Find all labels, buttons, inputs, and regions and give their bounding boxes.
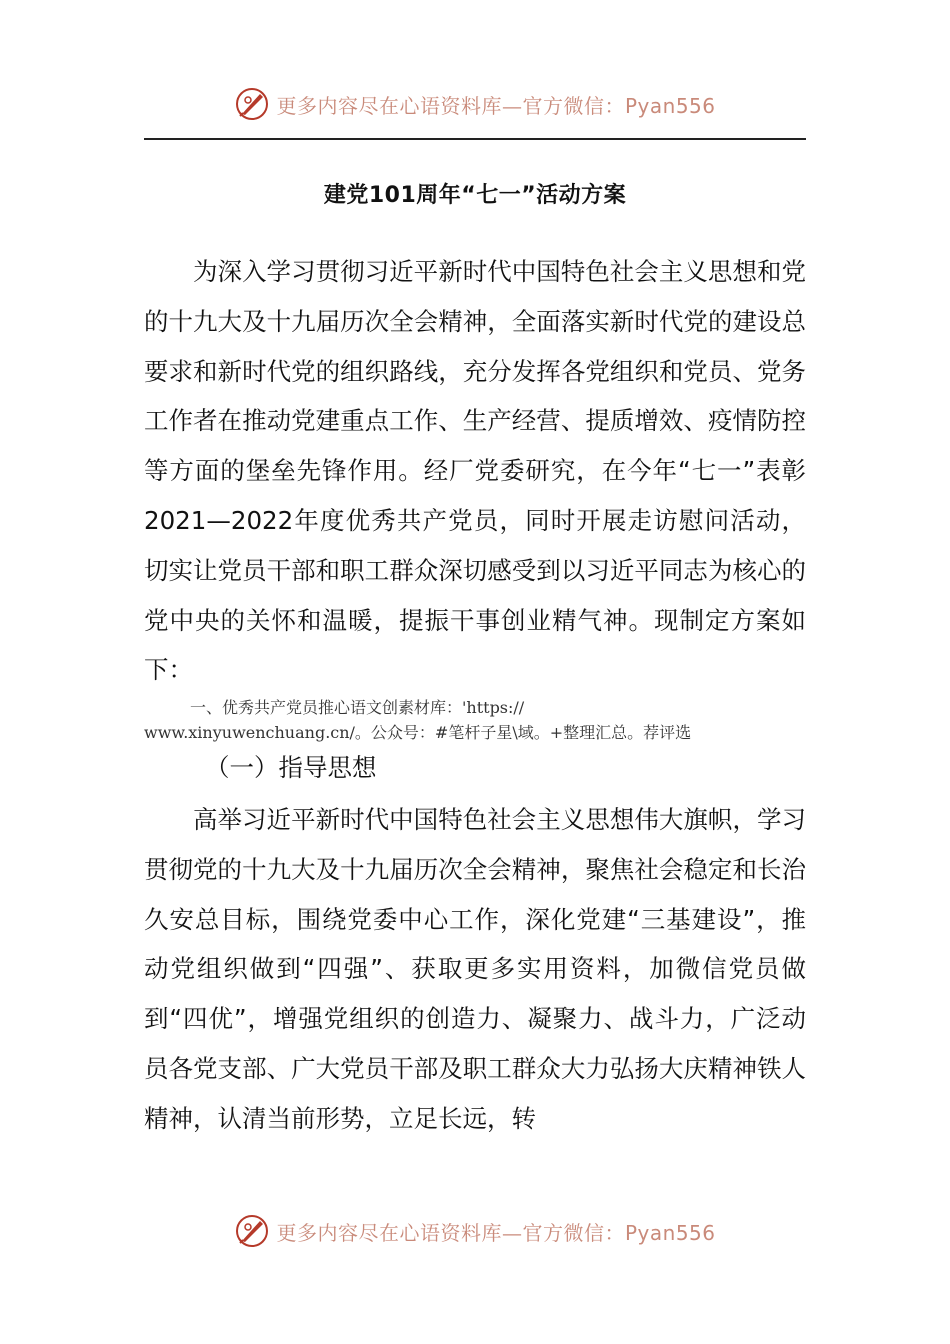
- footer-watermark: [0, 1211, 950, 1251]
- quill-pen-logo-icon: [234, 86, 270, 122]
- watermark-wechat-id: Pyan556: [624, 1220, 716, 1245]
- section-paragraph: 高举习近平新时代中国特色社会主义思想伟大旗帜，学习贯彻党的十九大及十九届历次全会精神，聚焦社会稳定和长治久安总目标，围绕党委中心工作，深化党建“三基建设”，推动党组织做到“四强”、获取更多实用资料，加微信党员做到“四优”，增强党组织的创造力、凝聚力、战斗力，广泛动员各党支部、广大党员干部及职工群众大力弘扬大庆精神铁人精神，认清当前形势，立足长远，转: [144, 805, 806, 1133]
- watermark-wechat-label: 官方微信：: [522, 1220, 625, 1245]
- watermark-main-text: 更多内容尽在心语资料库: [276, 1220, 502, 1245]
- document-title: 建党101周年“七一”活动方案: [323, 183, 627, 208]
- intro-paragraph: 为深入学习贯彻习近平新时代中国特色社会主义思想和党的十九大及十九届历次全会精神，全面落实新时代党的建设总要求和新时代党的组织路线，充分发挥各党组织和党员、党务工作者在推动党建重点工作、生产经营、提质增效、疫情防控等方面的堡垒先锋作用。经厂党委研究，在今年“七一”表彰2021—2022年度优秀共产党员，同时开展走访慰问活动，切实让党员干部和职工群众深切感受到以习近平同志为核心的党中央的关怀和温暖，提振干事创业精气神。现制定方案如下：: [144, 257, 806, 685]
- watermark-wechat-label: 官方微信：: [522, 93, 625, 118]
- watermark-text: [276, 90, 715, 119]
- inserted-promo-note: [144, 695, 784, 745]
- watermark-separator: —: [501, 93, 523, 118]
- section-heading: （一）指导思想: [205, 753, 377, 782]
- inserted-note-line-1: 一、优秀共产党员推心语文创素材库：'https://: [190, 698, 525, 717]
- watermark-main-text: 更多内容尽在心语资料库: [276, 93, 502, 118]
- intro-paragraph-block: [144, 247, 806, 695]
- watermark-wechat-id: Pyan556: [624, 93, 716, 118]
- watermark-separator: —: [501, 1220, 523, 1245]
- section-paragraph-block: [144, 795, 806, 1144]
- watermark-text: [276, 1217, 715, 1246]
- header-divider: [144, 138, 806, 140]
- quill-pen-logo-icon: [234, 1213, 270, 1249]
- header-watermark: [0, 84, 950, 124]
- inserted-note-line-2: www.xinyuwenchuang.cn/。公众号：#笔杆子星\域。+整理汇总。荐评选: [144, 723, 692, 742]
